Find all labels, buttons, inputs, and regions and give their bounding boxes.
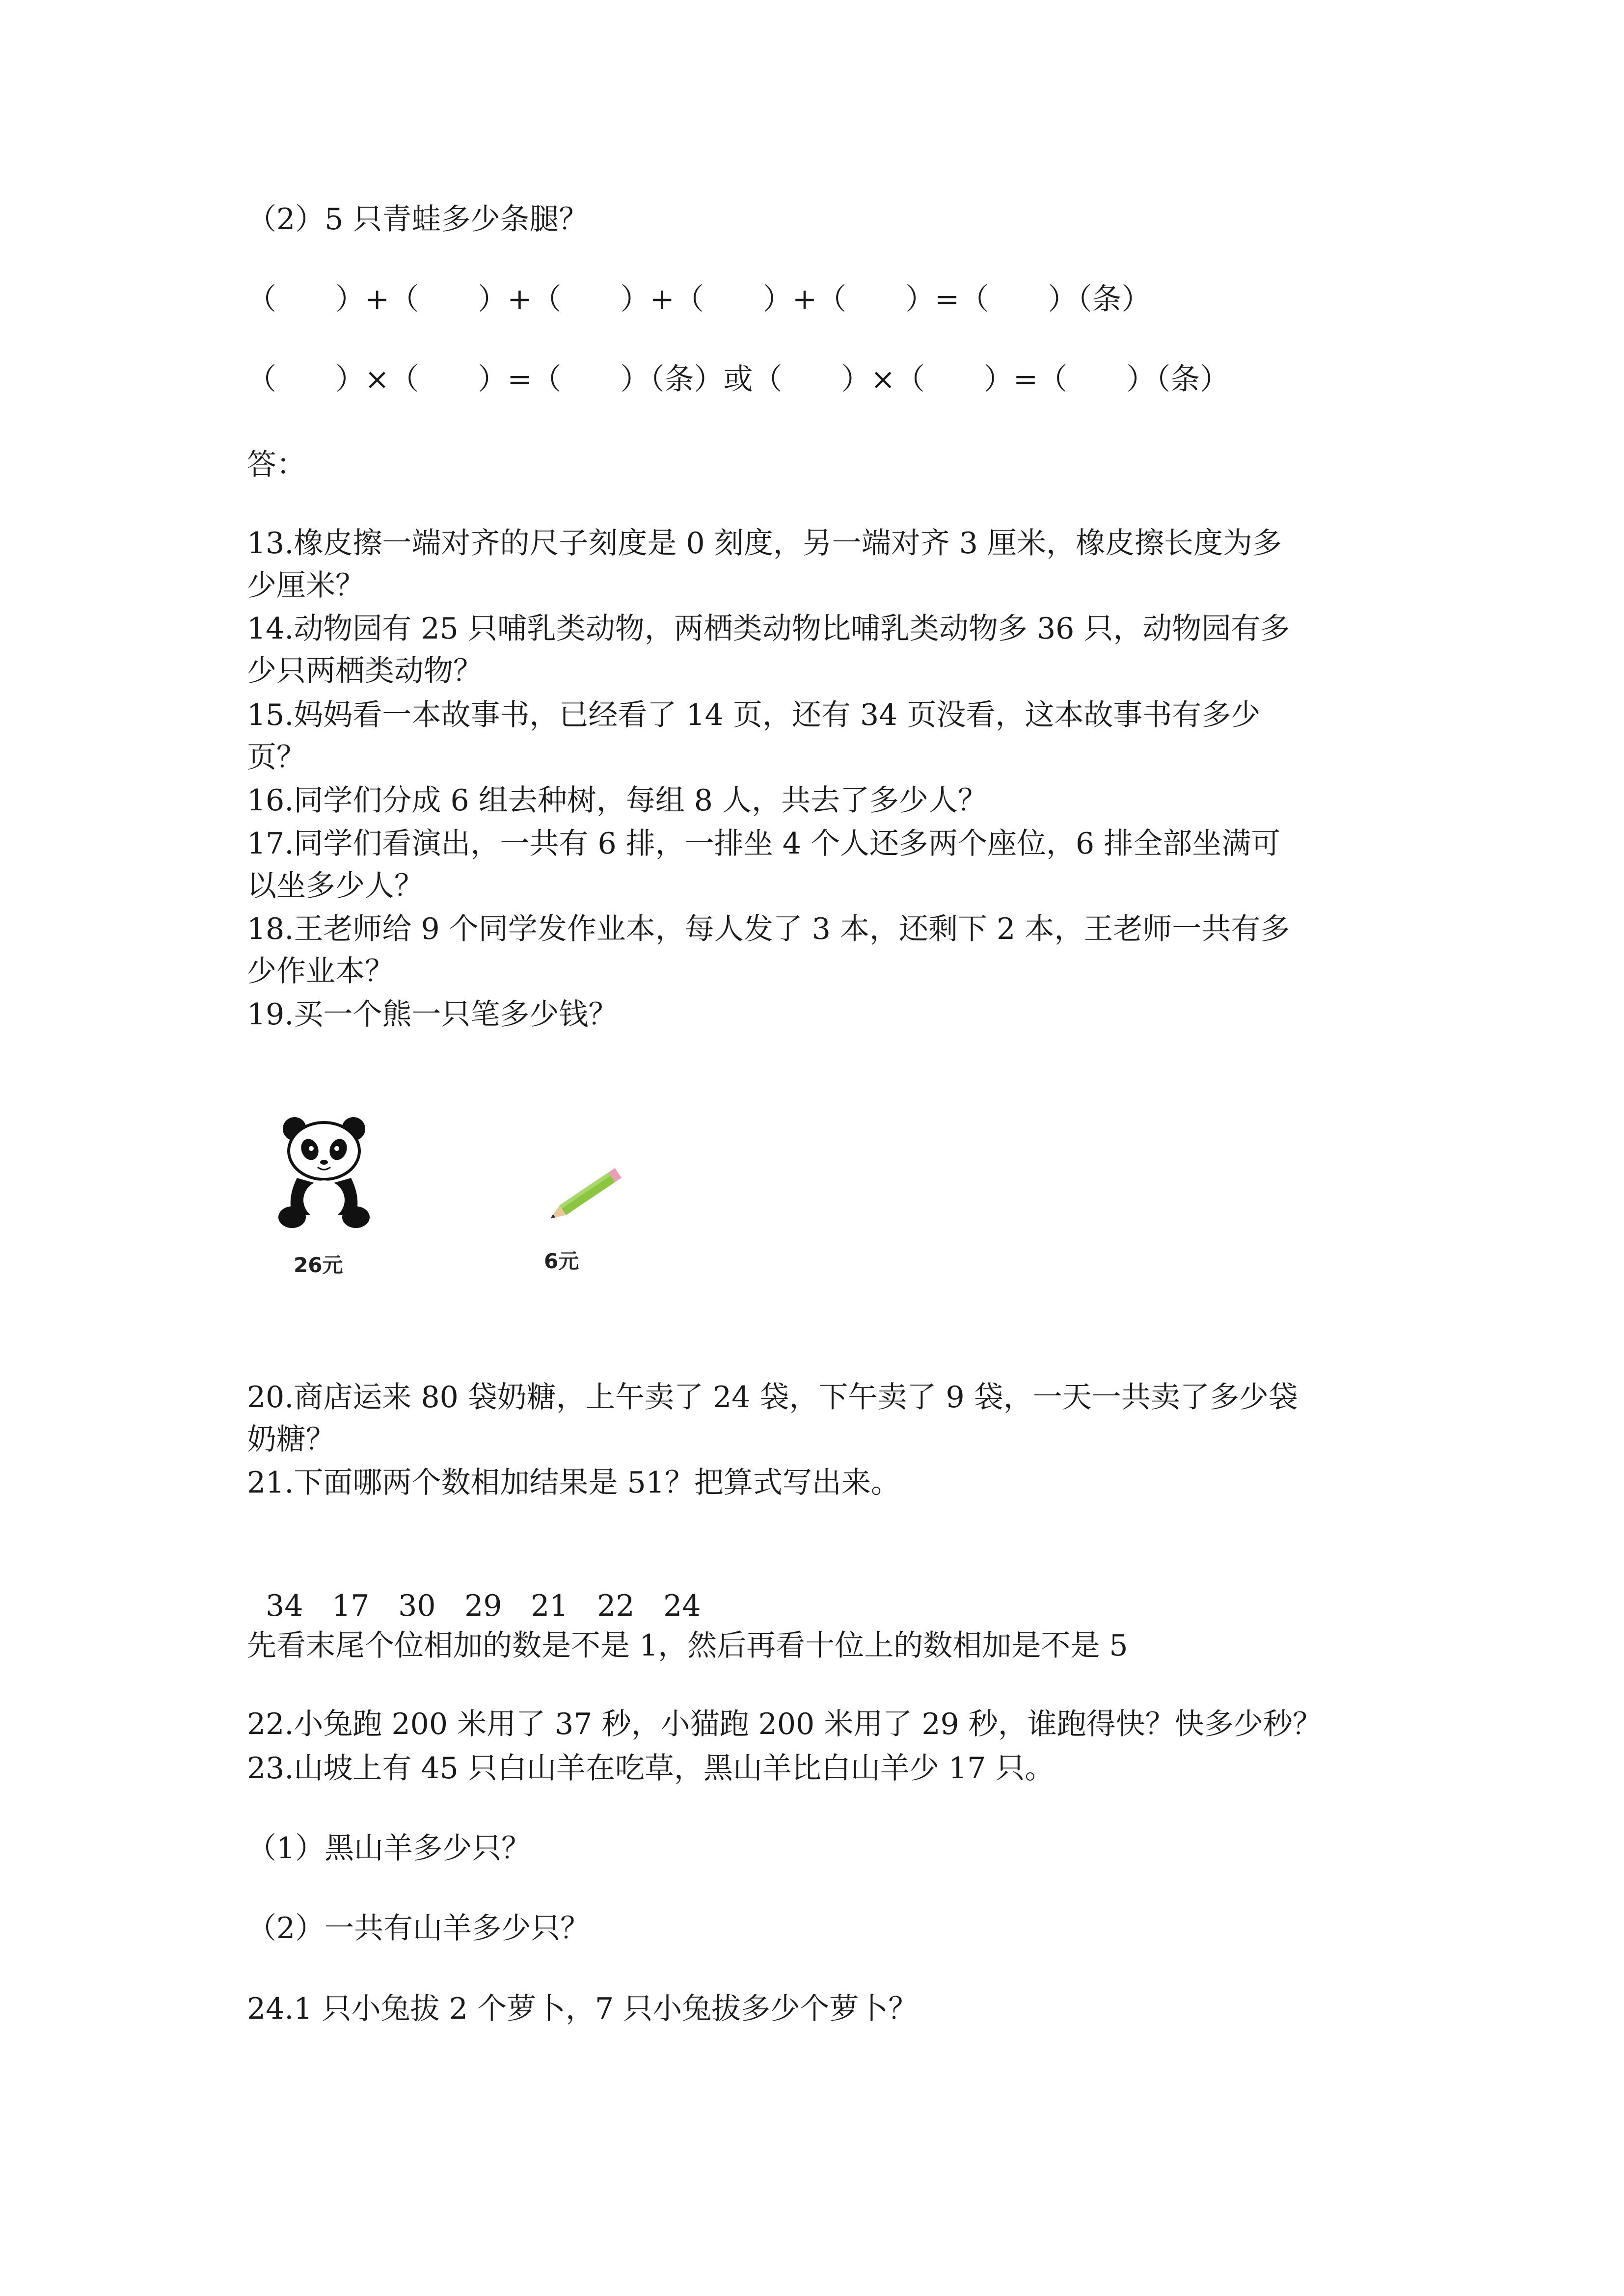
number-item: 29 [464,1589,502,1623]
q23-line1: 23.山坡上有 45 只白山羊在吃草，黑山羊比白山羊少 17 只。 [247,1751,1055,1786]
q21-line1: 21.下面哪两个数相加结果是 51？把算式写出来。 [247,1466,900,1500]
number-item: 24 [663,1589,701,1623]
q18-line2: 少作业本？ [247,954,394,988]
q17-line1: 17.同学们看演出，一共有 6 排，一排坐 4 个人还多两个座位，6 排全部坐满可 [247,827,1281,861]
q17-line2: 以坐多少人？ [247,869,424,903]
q23-sub2: （2）一共有山羊多少只？ [247,1911,590,1946]
q12-answer: 答： [247,448,306,482]
q14-line1: 14.动物园有 25 只哺乳类动物，两栖类动物比哺乳类动物多 36 只，动物园有多 [247,612,1290,646]
number-item: 30 [398,1589,436,1623]
panda-icon [277,1114,376,1237]
q20-line2: 奶糖？ [247,1422,335,1457]
number-item: 21 [531,1589,568,1623]
q15-line2: 页？ [247,740,306,774]
panda-price: 26元 [294,1253,343,1277]
q24-line1: 24.1 只小兔拔 2 个萝卜，7 只小兔拔多少个萝卜？ [247,1992,918,2026]
q12-sub2: （2）5 只青蛙多少条腿？ [247,202,589,237]
pencil-icon [536,1161,634,1229]
q14-line2: 少只两栖类动物？ [247,654,483,688]
q21-number-row [247,1543,730,1627]
q19-line1: 19.买一个熊一只笔多少钱？ [247,997,618,1032]
q22-line1: 22.小兔跑 200 米用了 37 秒，小猫跑 200 米用了 29 秒，谁跑得快？快多少秒？ [247,1707,1322,1741]
q12-formula-add: （ ）+（ ）+（ ）+（ ）+（ ）=（ ）（条） [247,282,1151,317]
q21-hint: 先看末尾个位相加的数是不是 1，然后再看十位上的数相加是不是 5 [247,1629,1128,1663]
number-item: 34 [266,1589,303,1623]
q13-line2: 少厘米？ [247,568,365,603]
q16-line1: 16.同学们分成 6 组去种树，每组 8 人，共去了多少人？ [247,783,988,818]
q13-line1: 13.橡皮擦一端对齐的尺子刻度是 0 刻度，另一端对齐 3 厘米，橡皮擦长度为多 [247,526,1282,561]
q15-line1: 15.妈妈看一本故事书，已经看了 14 页，还有 34 页没看，这本故事书有多少 [247,698,1261,732]
number-item: 17 [332,1589,370,1623]
q23-sub1: （1）黑山羊多少只？ [247,1831,531,1866]
q20-line1: 20.商店运来 80 袋奶糖，上午卖了 24 袋，下午卖了 9 袋，一天一共卖了多少袋 [247,1380,1298,1415]
q12-formula-mul: （ ）×（ ）=（ ）（条）或（ ）×（ ）=（ ）（条） [247,362,1230,397]
pencil-price: 6元 [544,1249,579,1273]
q18-line1: 18.王老师给 9 个同学发作业本，每人发了 3 本，还剩下 2 本，王老师一共有多 [247,912,1290,946]
number-item: 22 [597,1589,635,1623]
